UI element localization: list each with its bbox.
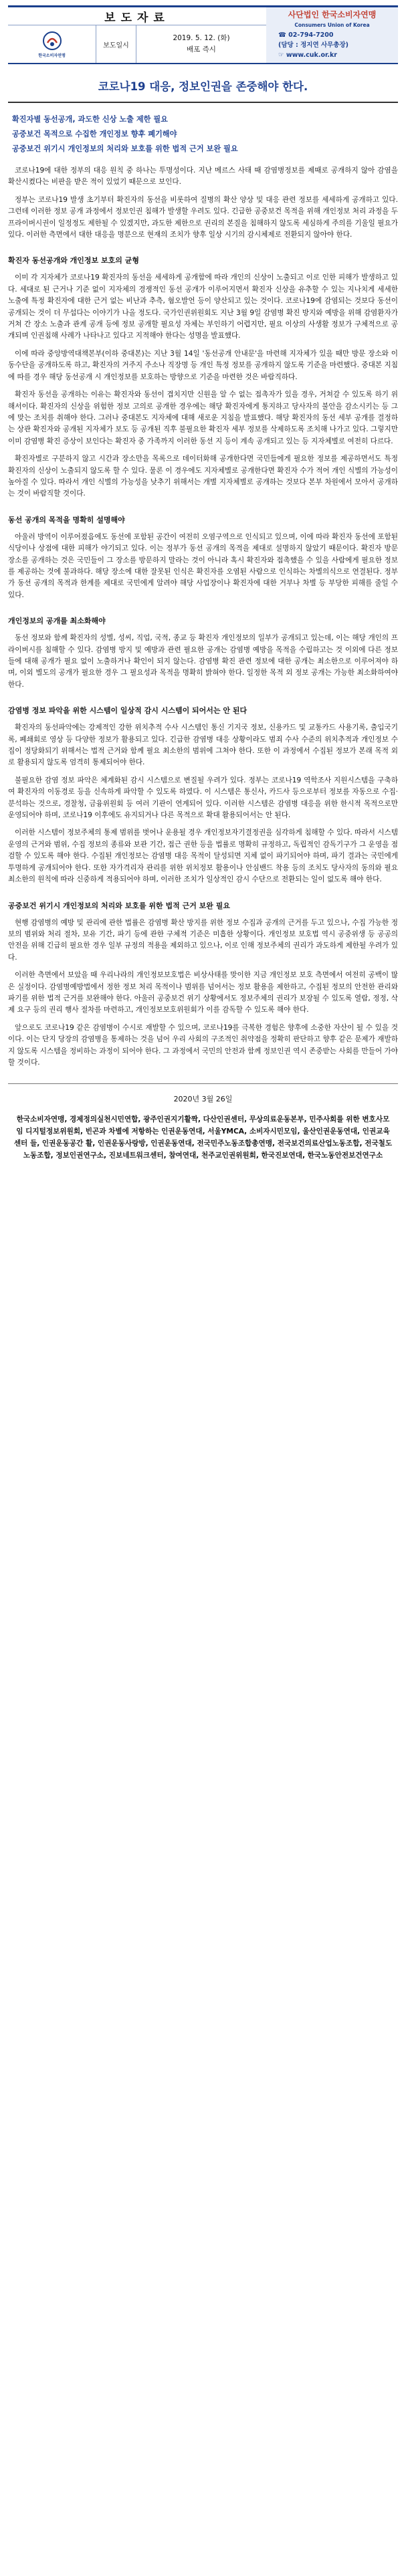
section-heading: 공중보건 위기시 개인정보의 처리와 보호를 위한 법적 근거 보완 필요 [8,901,230,910]
body-paragraph: 이러한 시스템이 정보주체의 통제 범위를 벗어나 운용될 경우 개인정보자기결정권을 심각하게 침해할 수 있다. 따라서 시스템 운영의 근거와 범위, 수집 정보의 종류와 보관 기간, 접근 권한 등을 법률로 명확히 규정하고, 독립적인 감독기구가 그 운영을 점검할 수 있도록 해야 한다. 수집된 개인정보는 감염병 대응 목적이 달성되면 지체 없이 파기되어야 하며, 파기 결과는 국민에게 투명하게 공개되어야 한다. 또한 자가격리자 관리를 위한 위치정보 활용이나 안심밴드 착용 등의 조치도 당사자의 동의와 필요 최소한의 원칙에 따라 신중하게 적용되어야 하며, 이러한 조치가 일상적인 감시 수단으로 전환되는 일이 없도록 해야 한다. [8,829,398,884]
org-logo [8,25,96,63]
section-heading: 동선 공개의 목적을 명확히 설명해야 [8,515,125,524]
release-date: 2019. 5. 12. (화) [173,34,230,42]
logo-caption: 한국소비자연맹 [38,53,66,58]
org-contact-person: (담당 : 정지연 사무총장) [278,41,348,49]
summary-point: 공중보건 목적으로 수집한 개인정보 향후 폐기해야 [12,130,177,138]
doc-type-title: 보도자료 [8,5,266,25]
body-paragraph: 동선 정보와 함께 확진자의 성별, 성씨, 직업, 국적, 종교 등 확진자 개인정보의 일부가 공개되고 있는데, 이는 해당 개인의 프라이버시를 침해할 수 있다. 감염병 방지 및 예방과 관련 필요한 공개는 감염병 예방을 목적을 수립하고는 것 이외에 다른 정보들에 대해 공개가 필요 없이 노출하거나 확인이 되지 않는다. 감염병 확진 관련 정보에 대한 공개는 최소한으로 이루어져야 하며, 이외 별도의 공개가 필요한 경우 그 필요성과 목적을 명확히 밝혀야 한다. 일정한 목적 외 정보 공개는 가능한 최소화하여야 한다. [8,634,398,689]
body-paragraph: 이러한 측면에서 보았을 때 우리나라의 개인정보보호법은 비상사태를 맞이한 지금 개인정보 보호 측면에서 여전히 공백이 많은 실정이다. 감염병예방법에서 정한 정보 처리 목적이나 범위를 넘어서는 정보 활용을 제한하고, 수집된 정보의 안전한 관리와 파기를 위한 법적 근거를 보완해야 한다. 아울러 공중보건 위기 상황에서도 정보주체의 권리가 보장될 수 있도록 열람, 정정, 삭제 요구 등의 권리 행사 절차를 마련하고, 개인정보보호위원회가 이를 감독할 수 있도록 해야 한다. [8,971,398,1014]
body-paragraph: 확진자의 동선파악에는 강제적인 강한 위치추적 수사 시스템인 통신 기지국 정보, 신용카드 및 교통카드 사용기록, 출입국기록, 폐쇄회로 영상 등 다양한 정보가 활용되고 있다. 긴급한 감염병 대응 상황이라도 범죄 수사 수준의 위치추적과 개인정보 수집이 정당화되기 위해서는 법적 근거와 함께 필요 최소한의 범위에 그쳐야 한다. 또한 이 과정에서 수집된 정보가 본래 목적 외로 활용되지 않도록 엄격히 통제되어야 한다. [8,724,398,767]
release-time-label: 보도일시 [96,25,136,63]
section-heading: 감염병 정보 파악을 위한 시스템이 일상적 감시 시스템이 되어서는 안 된다 [8,706,247,716]
press-header [8,5,398,64]
footer-divider [8,1083,398,1084]
article-body [8,165,398,1069]
release-meta [96,25,266,63]
section-heading: 개인정보의 공개를 최소화해야 [8,617,106,626]
org-name: 사단법인 한국소비자연맹 [288,10,377,19]
body-paragraph: 아울러 방역이 이루어졌음에도 동선에 포함된 공간이 여전히 오염구역으로 인식되고 있으며, 이에 따라 확진자 동선에 포함된 식당이나 상점에 대한 피해가 야기되고 있다. 이는 정부가 동선 공개의 목적을 제대로 설명하지 않았기 때문이다. 확진자 방문 장소를 공개하는 것은 국민들이 그 장소를 방문하지 말라는 것이 아니라 혹시 확진자와 접촉했을 수 있을 사람에게 필요한 정보를 제공하는 것에 불과하다. 해당 장소에 대한 잘못된 인식은 확진자를 오염된 사람으로 인식하는 차별의식으로 연결된다. 정부가 동선 공개의 목적과 한계를 제대로 국민에게 알려야 해당 사업장이나 확진자에 대한 거부나 차별 등 부당한 피해를 줄일 수 있다. [8,532,398,599]
statement-date: 2020년 3월 26일 [173,1095,233,1104]
body-paragraph: 현행 감염병의 예방 및 관리에 관한 법률은 감염병 확산 방지를 위한 정보 수집과 공개의 근거를 두고 있으나, 수집 가능한 정보의 범위와 처리 절차, 보유 기간, 파기 등에 관한 구체적 기준은 미흡한 상황이다. 개인정보 보호법 역시 공중위생 등 공공의 안전을 위해 긴급히 필요한 경우 일부 규정의 적용을 제외하고 있으나, 이로 인해 정보주체의 권리가 과도하게 제한될 우려가 있다. [8,918,398,962]
release-time-values [136,25,266,63]
section-heading: 확진자 동선공개와 개인정보 보호의 균형 [8,256,139,265]
body-paragraph: 앞으로도 코로나19 같은 감염병이 수시로 재발할 수 있으며, 코로나19를 극복한 경험은 향후에 소중한 자산이 될 수 있을 것이다. 이는 단지 당장의 감염병을 통제하는 것을 넘어 우리 사회의 구조적인 취약점을 정확히 판단하고 향후 같은 문제가 재발하지 않도록 시스템을 정비하는 과정이 되어야 한다. 그 과정에서 국민의 안전과 함께 정보인권 역시 존중받는 사회를 만들어 가야 할 것이다. [8,1023,398,1067]
org-phone: ☎ 02-794-7200 [278,31,334,39]
body-paragraph: 코로나19에 대한 정부의 대응 원칙 중 하나는 투명성이다. 지난 메르스 사태 때 감염병정보를 제때로 공개하지 않아 감염을 확산시켰다는 비판을 받은 적이 있었기 때문으로 보인다. [8,167,398,187]
headline: 코로나19 대응, 정보인권을 존중해야 한다. [98,80,308,93]
body-paragraph: 불필요한 감염 정보 파악은 체계화된 감시 시스템으로 변질될 우려가 있다. 정부는 코로나19 역학조사 지원시스템을 구축하여 확진자의 이동경로 등을 신속하게 파악할 수 있도록 하였다. 이 시스템은 통신사, 카드사 등으로부터 정보를 자동으로 수집·분석하는 것으로, 경찰청, 금융위원회 등 여러 기관이 연계되어 있다. 이러한 시스템은 감염병 대응을 위한 한시적 목적으로만 운영되어야 하며, 코로나19 이후에도 유지되거나 다른 목적으로 확대 활용되어서는 안 된다. [8,776,398,820]
org-english-name: Consumers Union of Korea [294,22,370,28]
release-embargo: 배포 즉시 [187,45,216,53]
signatory-organizations: 한국소비자연맹, 경제정의실천시민연합, 광주인권지기활짝, 다산인권센터, 무상의료운동본부, 민주사회를 위한 변호사모임 디지털정보위원회, 빈곤과 차별에 저항하는 인권운동연대, 서울YMCA, 소비자시민모임, 울산인권운동연대, 인권교육센터 들, 인권운동공간 활, 인권운동사랑방, 인권운동연대, 전국민주노동조합총연맹, 전국보건의료산업노동조합, 전국철도노동조합, 정보인권연구소, 진보네트워크센터, 참여연대, 천주교인권위원회, 한국진보연대, 한국노동안전보건연구소 [13,1115,393,1160]
consumer-union-logo-icon [42,31,62,51]
body-paragraph: 확진자별로 구분하지 않고 시간과 장소만을 목록으로 데이터화해 공개한다면 국민들에게 필요한 정보를 제공하면서도 특정 확진자의 신상이 노출되지 않도록 할 수 있다. 물론 이 경우에도 지자체별로 공개한다면 확진자 수가 적어 개인 식별의 가능성이 높아질 수 있다. 따라서 개인 식별의 가능성을 낮추기 위해서는 개별 지자체별로 공개하는 것보다 본부 차원에서 모아서 공개하는 것이 바람직할 것이다. [8,455,398,498]
org-website[interactable]: ☞ www.cuk.or.kr [278,51,337,59]
summary-point: 확진자별 동선공개, 과도한 신상 노출 제한 필요 [12,115,168,124]
body-paragraph: 이에 따라 중앙방역대책본부(이하 중대본)는 지난 3월 14일 '동선공개 안내문'을 마련해 지자체가 있을 때만 방문 장소와 이동수단을 공개하도록 하고, 확진자의 거주지 주소나 직장명 등 개인 특정 정보를 공개하지 않도록 기준을 마련했다. 중대본 지침에 따를 경우 해당 동선공개 시 개인정보를 보호하는 방향으로 기준을 마련한 것은 바람직하다. [8,349,398,381]
body-paragraph: 확진자 동선을 공개하는 이유는 확진자와 동선이 겹치지만 신원을 알 수 없는 접촉자가 있을 경우, 거쳐갈 수 있도록 하기 위해서이다. 확진자의 신상을 위험한 정보 고의로 공개한 경우에는 해당 확진자에게 통지하고 당사자의 불안을 감소시키는 등 그에 맞는 조치를 취해야 한다. 그러나 중대본도 지자체에 대해 새로운 지침을 발표했다. 해당 확진자의 동선 세부 공개를 결정하는 상관 확진자와 공개된 지자체가 보도 등 공개된 직후 불필요한 확진자 세부 정보를 삭제하도록 조치해 나가고 있다. 그렇지만 이미 감염병 확진 증상이 보인다는 확진자 중 가족까지 이러한 동선 지 등이 계속 공개되고 있는 등 지자체별로 여전히 다르다. [8,391,398,445]
body-paragraph: 정부는 코로나19 발생 초기부터 확진자의 동선을 비롯하여 질병의 확산 양상 및 대응 관련 정보를 세세하게 공개하고 있다. 그런데 이러한 정보 공개 과정에서 정보인권 침해가 발생할 우려도 있다. 긴급한 공중보건 목적을 위해 개인정보 처리 과정을 두 프라이버시권이 일정정도 제한될 수 있겠지만, 과도한 제한으로 권리의 본질을 침해하지 않도록 세심하게 주의를 기울일 필요가 있다. 이러한 측면에서 대한 대응을 명분으로 현재의 조치가 향후 일상 시기의 감시체제로 전환되지 않아야 한다. [8,195,398,239]
headline-divider [8,102,398,103]
body-paragraph: 이미 각 지자체가 코로나19 확진자의 동선을 세세하게 공개함에 따라 개인의 신상이 노출되고 이로 인한 피해가 발생하고 있다. 세대로 된 근거나 기준 없이 지자체의 경쟁적인 동선 공개가 이루어지면서 확진자 신상을 유추할 수 있는 지나치게 세세한 노출에 특정 확진자에 대한 근거 없는 비난과 추측, 혐오발언 등이 양산되고 있는 것이다. 코로나19에 감염되는 것보다 동선이 공개되는 것이 더 무섭다는 이야기가 나올 정도다. 국가인권위원회도 지난 3월 9일 감염병 확진 방지와 예방을 위해 감염환자가 거쳐 간 장소 노출과 관계 공개 등에 정보 공개할 필요성 자체는 부인하기 어렵지만, 필요 이상의 사생활 정보가 구체적으로 공개되며 인권침해 사례가 나타나고 있다고 지적해야 한다는 성명을 발표했다. [8,274,398,340]
org-contact-box [266,5,398,63]
summary-point: 공중보건 위기시 개인정보의 처리와 보호를 위한 법적 근거 보완 필요 [12,144,238,153]
summary-points [8,110,398,159]
